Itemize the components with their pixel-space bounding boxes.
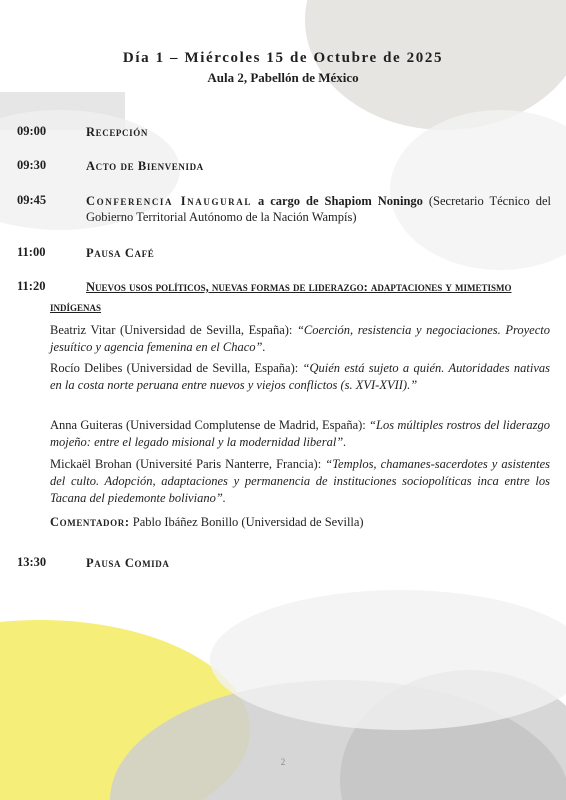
schedule-item-lunch	[86, 555, 551, 571]
day-title: Día 1 – Miércoles 15 de Octubre de 2025	[122, 50, 444, 66]
presentation-3	[50, 417, 550, 451]
time-0945: 09:45	[17, 193, 47, 207]
presentation-title: “Templos, chamanes-sacerdotes y asistentes del culto. Adopción, adaptaciones y permanencia de instituciones sociopolíticas inca entre los Tacana del piedemonte boliviano”.	[50, 457, 551, 505]
presentation-title: “Quién está sujeto a quién. Autoridades nativas en la costa norte peruana entre nuevos y viejos conflictos (s. XVI-XVII).”	[50, 361, 550, 392]
coffee-break-label: Pausa Café	[86, 246, 155, 260]
presentation-4	[50, 456, 550, 507]
commentator-name: Pablo Ibáñez Bonillo (Universidad de Sevilla)	[132, 515, 364, 529]
time-1120: 11:20	[17, 279, 46, 293]
schedule-item-welcome	[86, 158, 551, 174]
schedule-item-reception	[86, 124, 551, 140]
schedule-item-keynote	[86, 193, 551, 225]
time-1100: 11:00	[17, 245, 46, 259]
presentation-title: “Coerción, resistencia y negociaciones. Proyecto jesuítico y agencia femenina en el Chaco”.	[50, 323, 551, 354]
presentation-author: Rocío Delibes (Universidad de Sevilla, España):	[50, 361, 299, 375]
time-0930: 09:30	[17, 158, 47, 172]
time-1330: 13:30	[17, 555, 47, 569]
keynote-label: Conferencia Inaugural	[86, 194, 252, 208]
commentator	[50, 514, 550, 531]
lunch-break-label: Pausa Comida	[86, 556, 170, 570]
presentation-title: “Los múltiples rostros del liderazgo mojeño: entre el legado misional y la modernidad liberal”.	[50, 418, 550, 449]
presentation-1	[50, 322, 550, 356]
session-title: Nuevos usos políticos, nuevas formas de liderazgo: adaptaciones y mimetismo indígenas	[50, 280, 512, 314]
keynote-detail: (Secretario Técnico del Gobierno Territorial Autónomo de la Nación Wampís)	[86, 194, 551, 224]
reception-label: Recepción	[86, 125, 148, 139]
keynote-speaker: a cargo de Shapiom Noningo	[257, 194, 423, 208]
location-subtitle: Aula 2, Pabellón de México	[207, 70, 359, 85]
presentation-author: Mickaël Brohan (Université Paris Nanterre, Francia):	[50, 457, 322, 471]
page-number: 2	[280, 757, 286, 767]
presentation-2	[50, 360, 550, 394]
time-0900: 09:00	[17, 124, 47, 138]
welcome-label: Acto de Bienvenida	[86, 159, 204, 173]
presentation-author: Beatriz Vitar (Universidad de Sevilla, España):	[50, 323, 293, 337]
schedule-item-coffee	[86, 245, 551, 261]
commentator-label: Comentador:	[50, 515, 130, 529]
presentation-author: Anna Guiteras (Universidad Complutense de Madrid, España):	[50, 418, 366, 432]
